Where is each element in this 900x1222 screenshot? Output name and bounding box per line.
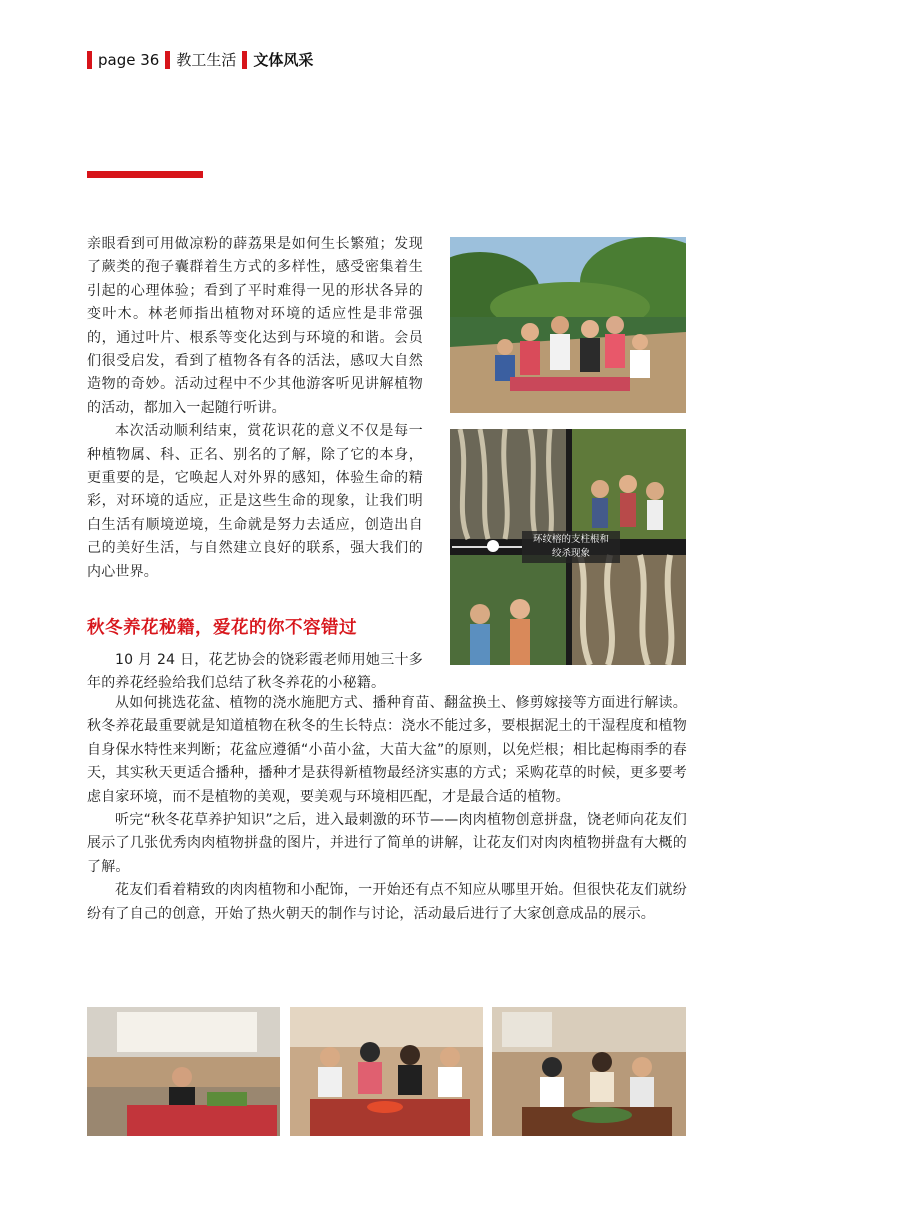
- group-crafting-photo: [492, 1007, 686, 1136]
- article-body-intro: [87, 649, 423, 696]
- article-body-top: [87, 233, 423, 584]
- paragraph: 亲眼看到可用做凉粉的薜荔果是如何生长繁殖；发现了蕨类的孢子囊群着生方式的多样性，感受密集着生引起的心理体验；看到了平时难得一见的形状各异的变叶木。林老师指出植物对环境的适应性是非常强的，通过叶片、根系等变化达到与环境的和谐。会员们很受启发，看到了植物各有各的活法，感叹大自然造物的奇妙。活动过程中不少其他游客听见讲解植物的活动，都加入一起随行听讲。: [87, 236, 423, 416]
- caption-line-2: 绞杀现象: [551, 548, 590, 559]
- header-bar: [87, 51, 92, 69]
- article-body-bottom: [87, 692, 687, 926]
- page-number: page 36: [98, 51, 160, 69]
- header-bar: [242, 51, 247, 69]
- section-heading: 秋冬养花秘籍，爱花的你不容错过: [87, 618, 357, 638]
- group-photo: [450, 237, 686, 413]
- subsection-name: 文体风采: [253, 51, 314, 69]
- red-divider: [87, 171, 203, 178]
- paragraph: 听完“秋冬花草养护知识”之后，进入最刺激的环节——肉肉植物创意拼盘，饶老师向花友们展示了几张优秀肉肉植物拼盘的图片，并进行了简单的讲解，让花友们对肉肉植物拼盘有大概的了解。: [87, 812, 687, 875]
- paragraph: 本次活动顺利结束，赏花识花的意义不仅是每一种植物属、科、正名、别名的了解，除了它的本身，更重要的是，它唤起人对外界的感知，体验生命的精彩，对环境的适应，正是这些生命的现象，让我们明白生活有顺境逆境，生命就是努力去适应，创造出自己的美好生活，与自然建立良好的联系，强大我们的内心世界。: [87, 423, 423, 580]
- paragraph: 10 月 24 日，花艺协会的饶彩霞老师用她三十多年的养花经验给我们总结了秋冬养花的小秘籍。: [87, 652, 423, 692]
- teacher-presentation-photo: [87, 1007, 280, 1136]
- caption-pointer-dot: [487, 540, 499, 552]
- paragraph: 从如何挑选花盆、植物的浇水施肥方式、播种育苗、翻盆换土、修剪嫁接等方面进行解读。秋冬养花最重要就是知道植物在秋冬的生长特点：浇水不能过多，要根据泥土的干湿程度和植物自身保水特性来判断；花盆应遵循“小苗小盆，大苗大盆”的原则，以免烂根；相比起梅雨季的春天，其实秋天更适合播种，播种才是获得新植物最经济实惠的方式；采购花草的时候，更多要考虑自家环境，而不是植物的美观，要美观与环境相匹配，才是最合适的植物。: [87, 695, 687, 805]
- section-name: 教工生活: [176, 51, 237, 69]
- paragraph: 花友们看着精致的肉肉植物和小配饰，一开始还有点不知应从哪里开始。但很快花友们就纷纷有了自己的创意，开始了热火朝天的制作与讨论，活动最后进行了大家创意成品的展示。: [87, 882, 687, 922]
- photo-caption: [522, 531, 620, 563]
- page-header: [87, 49, 319, 71]
- caption-line-1: 环纹榕的支柱根和: [532, 534, 609, 545]
- header-bar: [165, 51, 170, 69]
- workshop-photo: [290, 1007, 483, 1136]
